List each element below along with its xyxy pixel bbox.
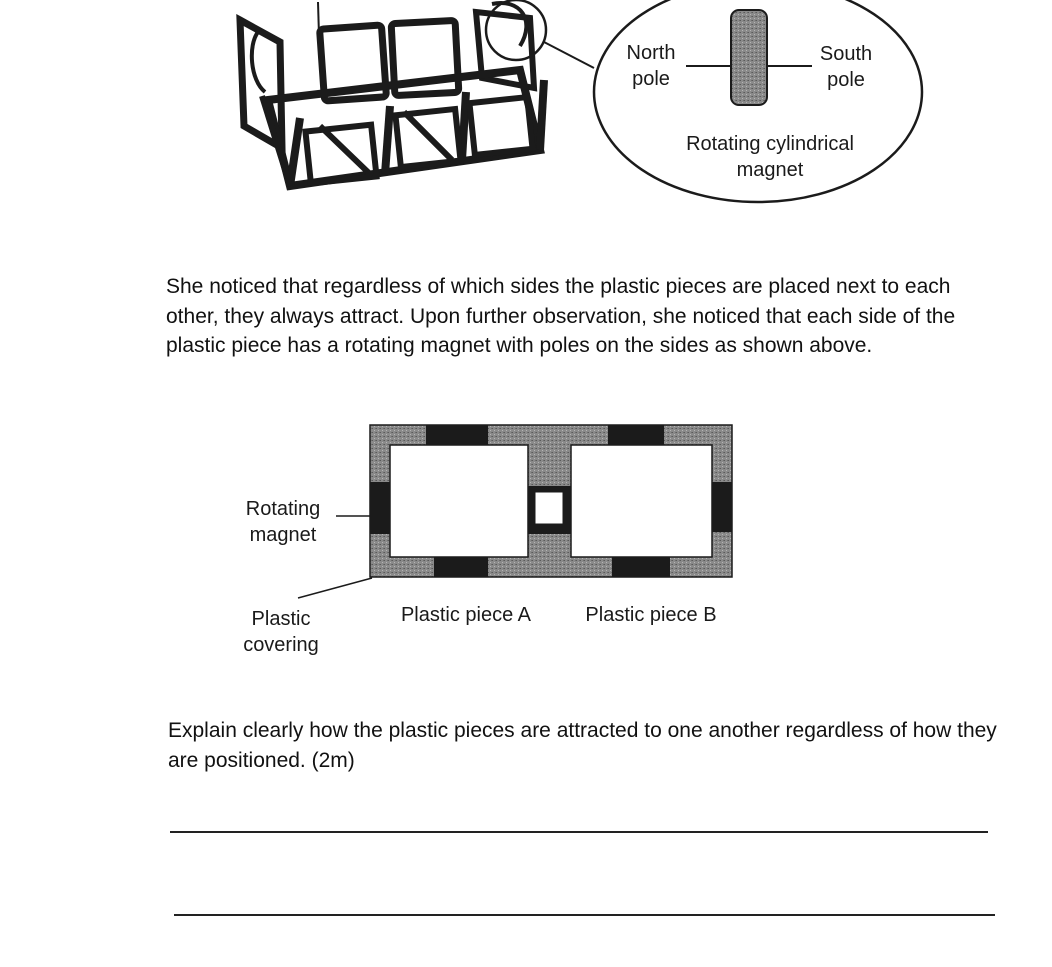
north-pole-label: North pole [626,42,676,90]
plastic-piece-a-label: Plastic piece A [400,604,532,626]
answer-line-2[interactable] [174,914,995,916]
rotating-magnet-label: Rotating magnet [245,498,321,546]
question-text: Explain clearly how the plastic pieces are attracted to one another regardless of how they are positioned. (2m) [168,719,997,772]
plastic-covering-label: Plastic covering [243,608,319,656]
plastic-piece-b-label: Plastic piece B [585,604,717,626]
south-pole-label: South pole [819,43,873,91]
plastic-pieces-diagram [298,425,732,598]
answer-line-1[interactable] [170,831,988,833]
magnetic-toy-illustration [240,0,594,186]
magnet-caption: Rotating cylindrical magnet [686,133,854,181]
cylindrical-magnet-icon [731,10,767,105]
observation-paragraph: She noticed that regardless of which sides the plastic pieces are placed next to each other, they always attract. Upon further observation, she noticed that each side of the plastic piece has a rotating magnet with poles on the sides as shown above. [166,275,956,357]
